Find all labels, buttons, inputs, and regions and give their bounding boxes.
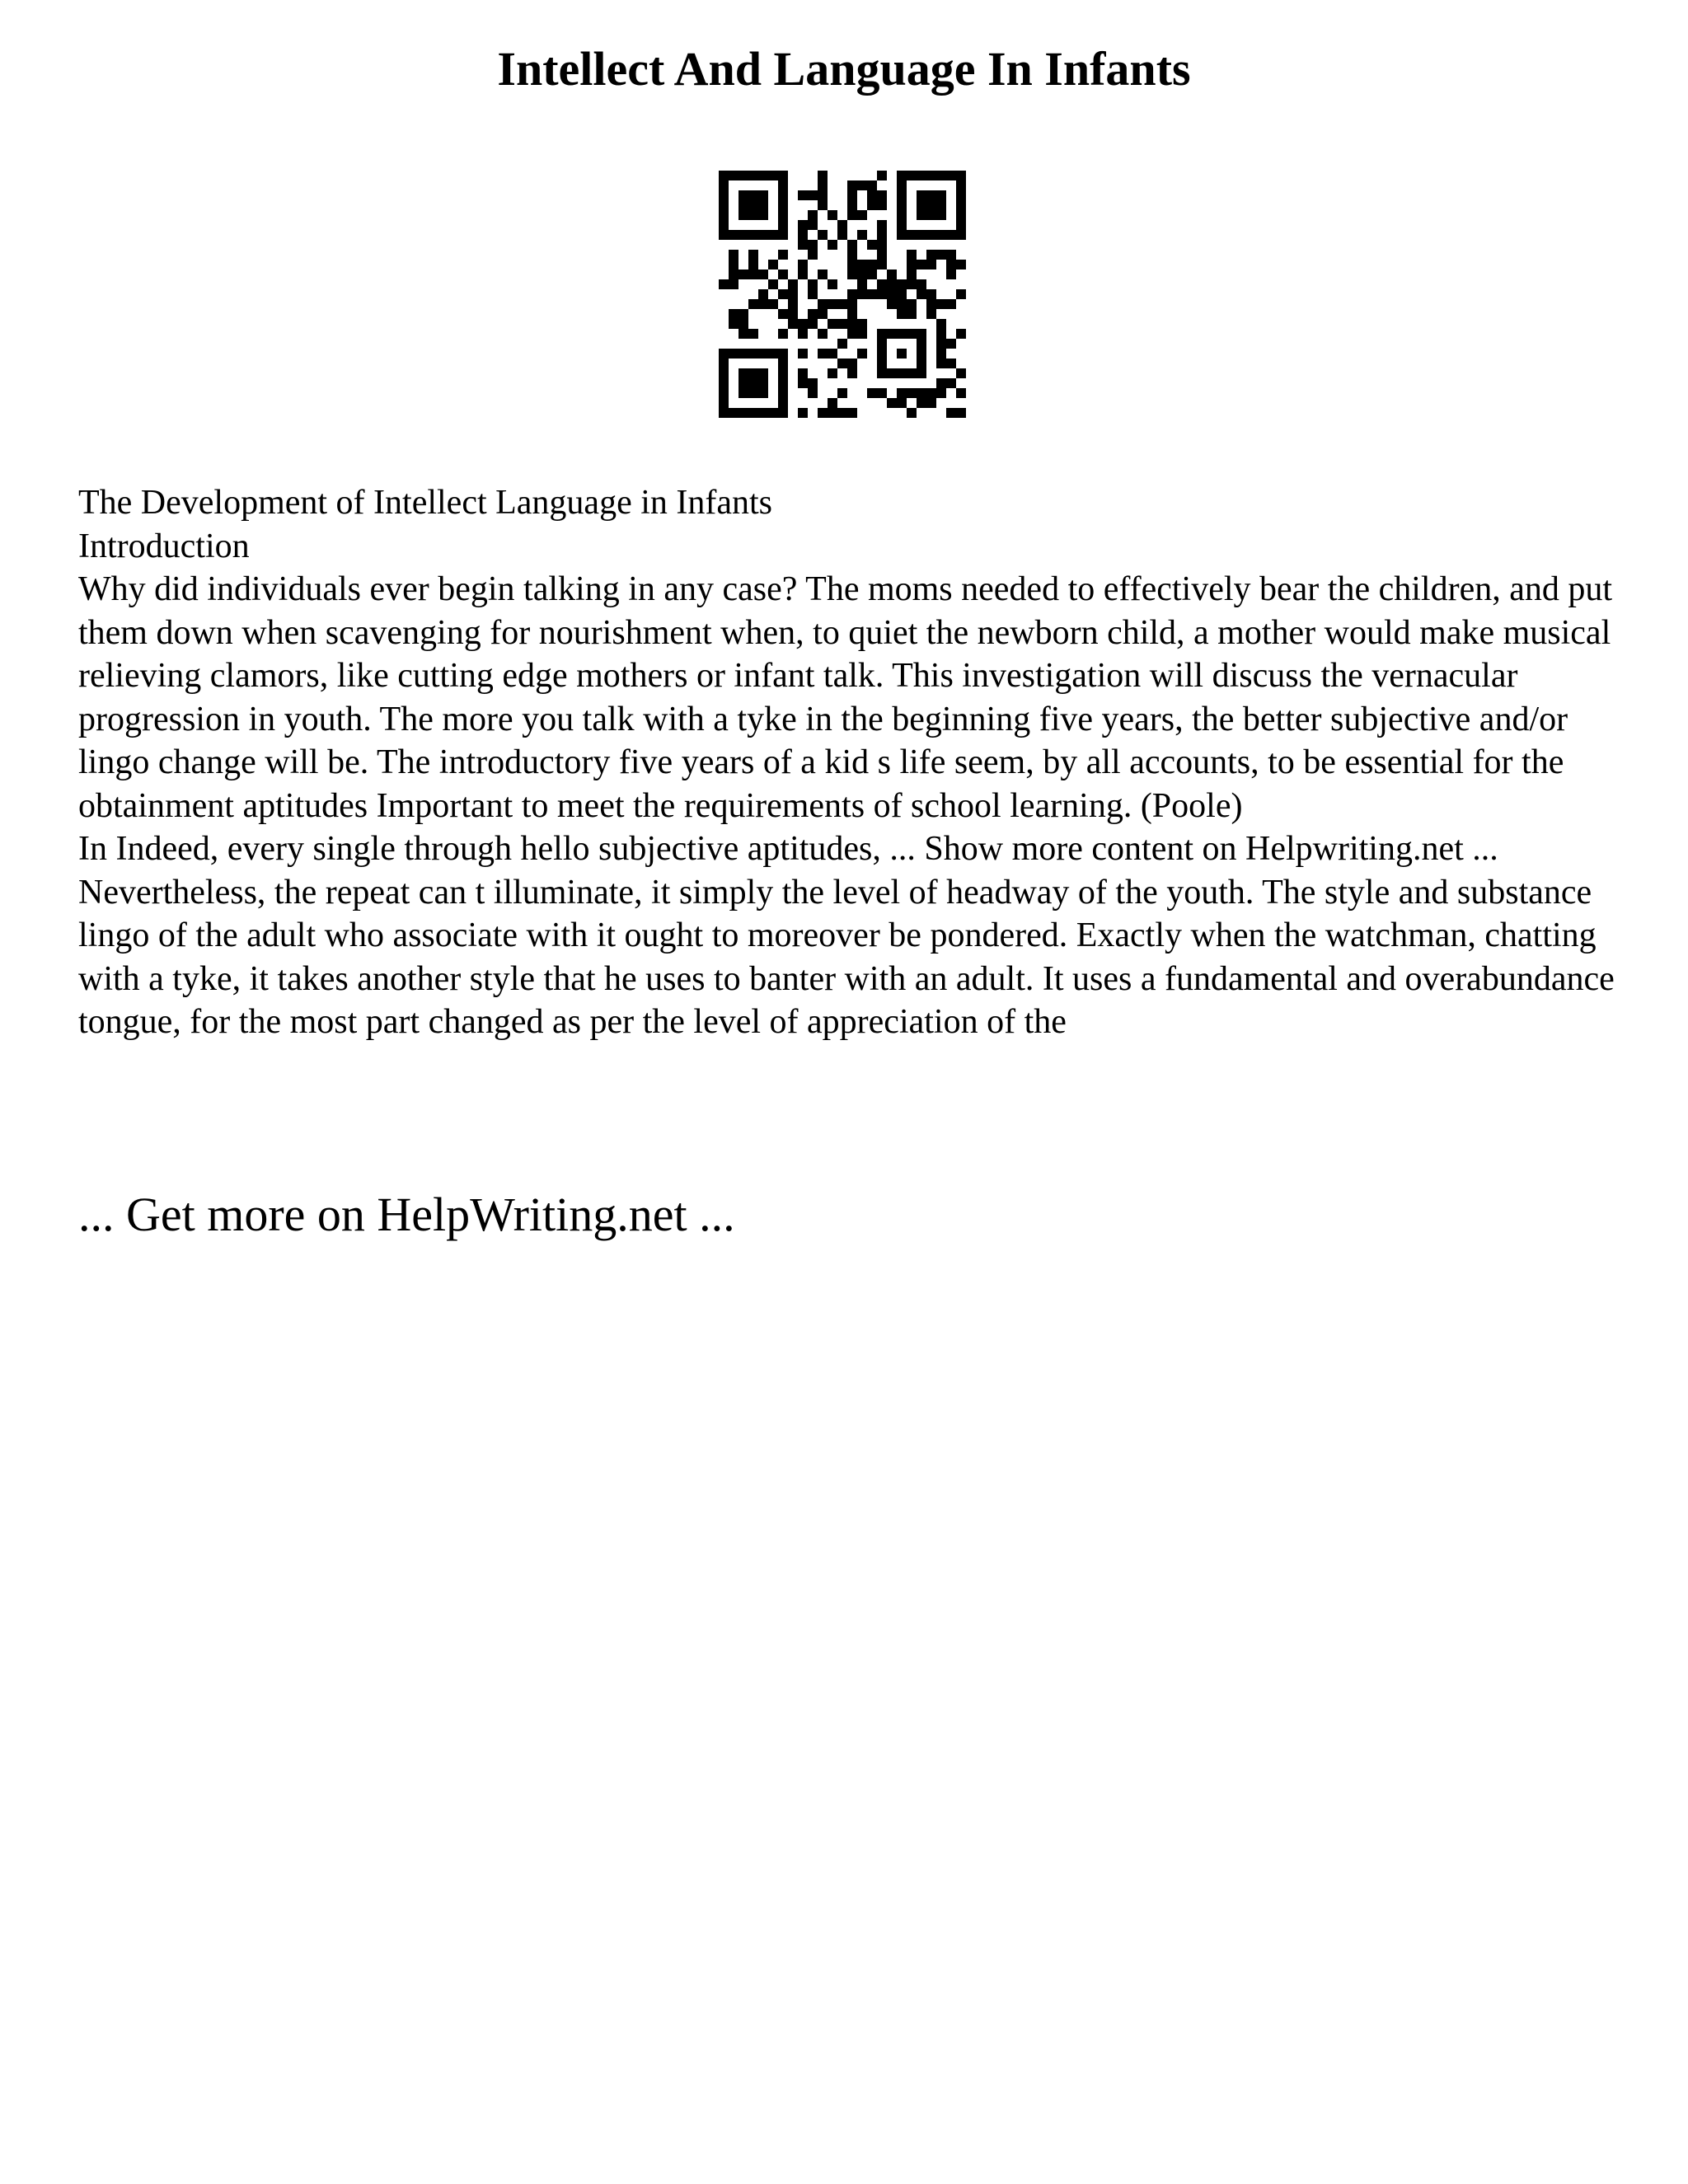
paragraph-intro: Why did individuals ever begin talking in any case? The moms needed to effectively bear the children, and put them down when scavenging for nourishment when, to quiet the newborn child, a mother would make musical relieving clamors, like cutting edge mothers or infant talk. This investigation will discuss the vernacular progression in youth. The more you talk with a tyke in the beginning five years, the better subjective and/or lingo change will be. The introductory five years of a kid s life seem, by all accounts, to be essential for the obtainment aptitudes Important to meet the requirements of school learning. (Poole) <box>78 570 1613 825</box>
qr-code-icon[interactable] <box>719 171 966 418</box>
page-title: Intellect And Language In Infants <box>497 42 1191 96</box>
paragraph-show-more: In Indeed, every single through hello subjective aptitudes, ... Show more content on Helpwriting.net ... <box>78 830 1498 868</box>
article-body <box>78 481 1620 1044</box>
article-subtitle: The Development of Intellect Language in Infants <box>78 484 773 522</box>
get-more-link[interactable]: ... Get more on HelpWriting.net ... <box>78 1188 735 1241</box>
section-heading: Introduction <box>78 527 250 565</box>
paragraph-continued: Nevertheless, the repeat can t illuminate, it simply the level of headway of the youth. The style and substance lingo of the adult who associate with it ought to moreover be pondered. Exactly when the watchman, chatting with a tyke, it takes another style that he uses to banter with an adult. It uses a fundamental and overabundance tongue, for the most part changed as per the level of appreciation of the <box>78 873 1615 1041</box>
